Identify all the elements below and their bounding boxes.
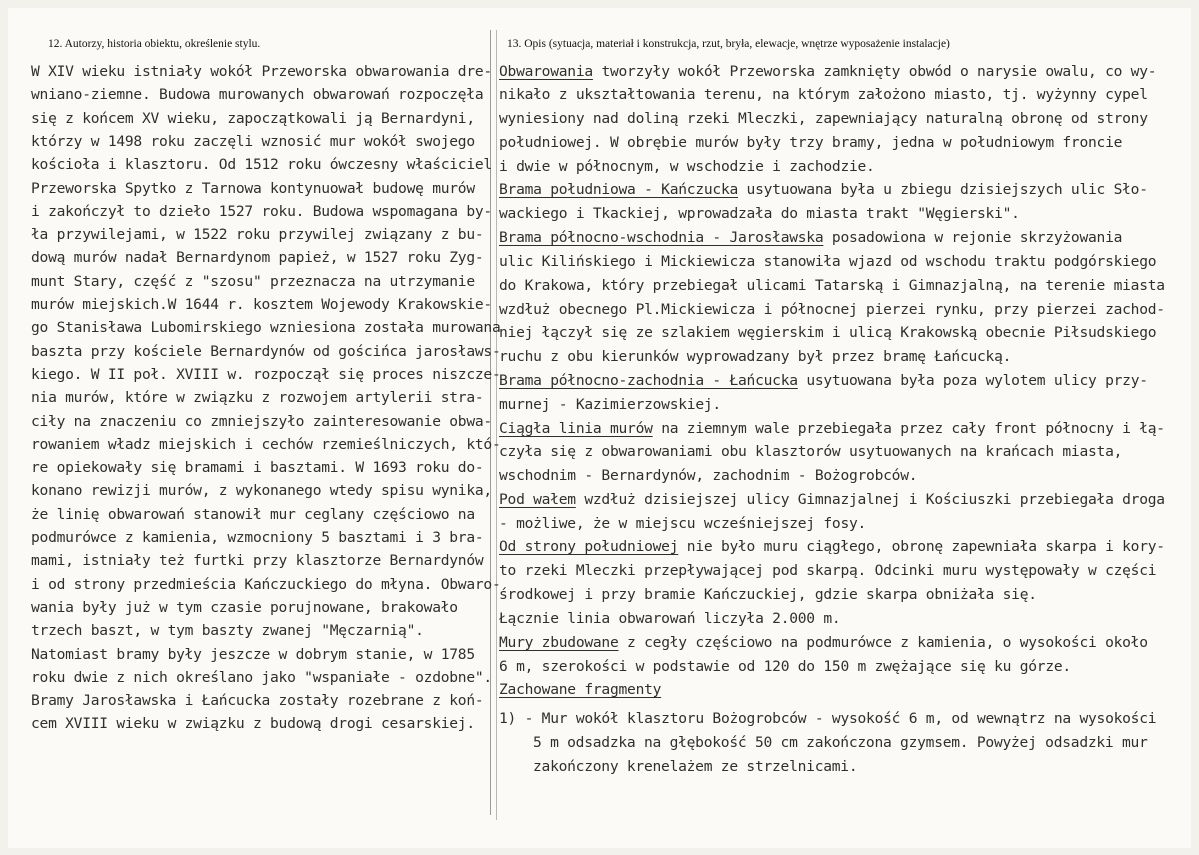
history-text-line: rowaniem władz miejskich i cechów rzemieślniczych, któ- [31,435,501,453]
history-text-line: że linię obwarowań stanowił mur ceglany częściowo na [31,505,475,523]
description-text-line [499,158,875,176]
history-text-line: go Stanisława Lubomirskiego wzniesiona została murowana [31,319,501,337]
description-text: wschodnim - Bernardynów, zachodnim - Bożogrobców. [499,467,918,484]
history-text-line: kościoła i klasztoru. Od 1512 roku ówczesny właściciel [31,156,492,174]
description-text-line [499,396,721,414]
description-text-line [533,734,1148,752]
description-text: Łącznie linia obwarowań liczyła 2.000 m. [499,610,841,627]
history-text-line: Przeworska Spytko z Tarnowa kontynuował budowę murów [31,179,475,197]
description-text: ruchu z obu kierunków wyprowadzany był przez bramę Łańcucką. [499,348,1012,365]
history-text-line: W XIV wieku istniały wokół Przeworska obwarowania dre- [31,63,492,80]
description-text: tworzyły wokół Przeworska zamknięty obwód o narysie owalu, co wy- [592,63,1157,80]
description-text-line [499,86,1148,104]
description-text: - możliwe, że w miejscu wcześniejszej fosy. [499,515,867,532]
description-text-line [499,205,1020,223]
history-text-line: podmurówce z kamienia, wzmocniony 5 basztami i 3 bra- [31,529,484,546]
description-text-line [499,467,917,485]
history-text-line: nia murów, które w związku z rozwojem artylerii stra- [31,389,484,407]
description-text-line [499,586,1037,604]
underlined-term: Brama południowa - Kańczucka [499,181,739,198]
description-text: z cegły częściowo na podmurówce z kamienia, o wysokości około [618,634,1148,651]
history-text-line: konano rewizji murów, z wykonanego wtedy spisu wynika, [31,482,492,500]
description-text: na ziemnym wale przebiegała przez cały front północny i łą- [652,420,1165,437]
description-text-line [499,634,1148,652]
underlined-term: Zachowane fragmenty [499,681,662,698]
description-text: środkowej i przy bramie Kańczuckiej, gdzie skarpa obniżała się. [499,586,1037,603]
section-12-header: 12. Autorzy, historia obiektu, określenie stylu. [48,38,261,50]
description-text-line [499,710,1156,728]
history-text-line: mami, istniały też furtki przy klasztorze Bernardynów [31,552,484,570]
description-text-line [499,253,1156,271]
description-text: czyła się z obwarowaniami obu klasztorów usytuowanych na krańcach miasta, [499,443,1123,460]
underlined-term: Od strony południowej [499,538,679,555]
underlined-term: Brama północno-wschodnia - Jarosławska [499,229,824,246]
history-text-line: i od strony przedmieścia Kańczuckiego do młyna. Obwaro- [31,575,501,593]
history-text-line: wania były już w tym czasie porujnowane, brakowało [31,598,458,616]
underlined-term: Mury zbudowane [499,634,619,651]
description-text-line [499,420,1165,438]
description-text: posadowiona w rejonie skrzyżowania [823,229,1123,246]
description-text-line [499,277,1165,295]
description-text-line [499,515,866,533]
underlined-term: Pod wałem [499,491,576,508]
history-text-line: trzech baszt, w tym baszty zwanej "Męczarnią". [31,622,424,640]
history-text-line: się z końcem XV wieku, zapoczątkowali ją Bernardyni, [31,109,475,127]
description-text: nikało z ukształtowania terenu, na którym założono miasto, tj. wyżynny cypel [499,86,1148,103]
description-text: wackiego i Tkackiej, wprowadzała do miasta trakt "Węgierski". [499,205,1020,222]
description-text: 1) - Mur wokół klasztoru Bożogrobców - wysokość 6 m, od wewnątrz na wysokości [499,710,1157,727]
history-text-line: ła przywilejami, w 1522 roku przywilej związany z bu- [31,226,484,244]
history-text-line: re opiekowały się bramami i basztami. W 1693 roku do- [31,459,484,477]
description-text-line [499,301,1165,319]
description-text-line [499,538,1165,556]
underlined-term: Obwarowania [499,63,593,80]
description-text-line [499,562,1156,580]
description-text: zakończony krenelażem ze strzelnicami. [533,758,858,775]
history-text-line: murów miejskich.W 1644 r. kosztem Wojewody Krakowskie- [31,296,492,313]
description-text: usytuowana była poza wylotem ulicy przy- [797,372,1148,389]
history-text-line: munt Stary, część z "szosu" przeznacza na utrzymanie [31,272,475,290]
description-text: i dwie w północnym, w wschodzie i zachodzie. [499,158,875,175]
description-text-line [499,491,1165,509]
underlined-term: Ciągła linia murów [499,420,653,437]
history-text-line: cem XVIII wieku w związku z budową drogi cesarskiej. [31,715,475,733]
history-text-line: Bramy Jarosławska i Łańcucka zostały rozebrane z koń- [31,692,484,710]
history-text-line: którzy w 1498 roku zaczęli wznosić mur wokół swojego [31,132,475,150]
description-text: ulic Kilińskiego i Mickiewicza stanowiła wjazd od wschodu traktu podgórskiego [499,253,1157,270]
history-text-line: dową murów nadał Bernardynom papież, w 1527 roku Zyg- [31,249,484,267]
description-text: wyniesiony nad doliną rzeki Mleczki, zapewniający naturalną obronę od strony [499,110,1148,127]
description-text-line [499,372,1148,390]
history-text-line: Natomiast bramy były jeszcze w dobrym stanie, w 1785 [31,645,475,663]
description-text-line [499,681,661,699]
history-text-line: kiego. W II poł. XVIII w. rozpoczął się proces niszcze- [31,365,501,383]
description-text-line [499,229,1122,247]
description-text: murnej - Kazimierzowskiej. [499,396,721,413]
section-13-header: 13. Opis (sytuacja, materiał i konstrukcja, rzut, bryła, elewacje, wnętrze wyposażenie instalacje) [507,38,950,50]
description-text: to rzeki Mleczki przepływającej pod skarpą. Odcinki muru występowały w części [499,562,1157,579]
description-text-line [533,758,857,776]
description-text: wzdłuż dzisiejszej ulicy Gimnazjalnej i Kościuszki przebiegała droga [575,491,1165,508]
description-text-line [499,610,840,628]
description-text: usytuowana była u zbiegu dzisiejszych ulic Sło- [738,181,1148,198]
description-text: do Krakowa, który przebiegał ulicami Tatarską i Gimnazjalną, na terenie miasta [499,277,1165,294]
description-text: niej łączył się ze szlakiem węgierskim i ulicą Krakowską obecnie Piłsudskiego [499,324,1157,341]
underlined-term: Brama północno-zachodnia - Łańcucka [499,372,798,389]
history-text-line: i zakończył to dzieło 1527 roku. Budowa wspomagana by- [31,202,492,220]
description-text: nie było muru ciągłego, obronę zapewniała skarpa i kory- [678,538,1165,555]
description-text-line [499,324,1156,342]
description-text-line [499,63,1156,81]
description-text-line [499,658,1071,676]
history-text-line: baszta przy kościele Bernardynów od gościńca jarosławs- [31,342,501,360]
history-text-line: ciły na znaczeniu co zmniejszyło zainteresowanie obwa- [31,412,492,430]
description-text: południowej. W obrębie murów były trzy bramy, jedna w południowym froncie [499,134,1123,151]
description-text-line [499,443,1122,461]
description-text: 6 m, szerokości w podstawie od 120 do 150 m zwężające się ku górze. [499,658,1071,675]
description-text: 5 m odsadzka na głębokość 50 cm zakończona gzymsem. Powyżej odsadzki mur [533,734,1148,751]
history-text-line: roku dwie z nich określano jako "wspaniałe - ozdobne". [31,668,492,686]
column-divider-secondary [496,30,497,820]
history-text-line: wniano-ziemne. Budowa murowanych obwarowań rozpoczęła [31,86,484,104]
description-text-line [499,110,1148,128]
description-text-line [499,181,1148,199]
description-text: wzdłuż obecnego Pl.Mickiewicza i północnej pierzei rynku, przy pierzei zachod- [499,301,1165,318]
description-text-line [499,134,1122,152]
description-text-line [499,348,1011,366]
